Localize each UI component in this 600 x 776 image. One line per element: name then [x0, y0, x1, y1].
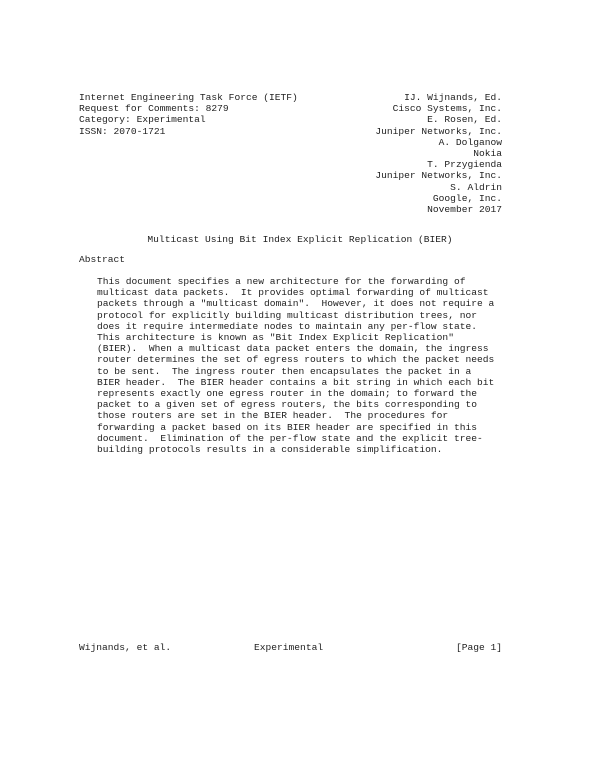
abstract-line: multicast data packets. It provides optimal forwarding of multicast	[97, 287, 489, 299]
header-author-line: E. Rosen, Ed.	[427, 114, 502, 126]
header-author-line: Nokia	[473, 148, 502, 159]
footer-page-number: [Page 1]	[455, 642, 502, 653]
abstract-line: This document specifies a new architecture for the forwarding of	[97, 276, 466, 287]
abstract-line: packets through a "multicast domain". However, it does not require a	[97, 298, 495, 310]
abstract-line: those routers are set in the BIER header. The procedures for	[97, 410, 449, 422]
abstract-line: forwarding a packet based on its BIER header are specified in this	[97, 421, 477, 433]
abstract-line: (BIER). When a multicast data packet enters the domain, the ingress	[97, 343, 489, 355]
abstract-line: protocol for explicitly building multicast distribution trees, nor	[97, 309, 477, 321]
abstract-line: does it require intermediate nodes to maintain any per-flow state.	[97, 320, 477, 332]
abstract-line: packet to a given set of egress routers, the bits corresponding to	[97, 399, 477, 411]
header-issn: ISSN: 2070-1721	[79, 125, 166, 137]
header-author-line: T. Przygienda	[427, 159, 502, 171]
abstract-line: represents exactly one egress router in the domain; to forward the	[97, 388, 477, 399]
header-rfc-number: Request for Comments: 8279	[79, 103, 229, 115]
abstract-line: router determines the set of egress routers to which the packet needs	[97, 354, 495, 366]
footer-category: Experimental	[254, 642, 324, 653]
document-title: Multicast Using Bit Index Explicit Replication (BIER)	[147, 234, 453, 245]
abstract-line: document. Elimination of the per-flow state and the explicit tree-	[97, 432, 483, 444]
header-organization: Internet Engineering Task Force (IETF)	[79, 92, 298, 103]
header-author-line: Google, Inc.	[432, 192, 502, 204]
header-author-line: IJ. Wijnands, Ed.	[404, 92, 502, 103]
header-author-line: S. Aldrin	[450, 181, 502, 193]
header-category: Category: Experimental	[79, 114, 206, 126]
header-author-line: Juniper Networks, Inc.	[375, 125, 502, 137]
abstract-line: BIER header. The BIER header contains a bit string in which each bit	[97, 376, 495, 388]
abstract-line: building protocols results in a considerable simplification.	[97, 444, 443, 455]
abstract-line: This architecture is known as "Bit Index Explicit Replication"	[97, 332, 454, 343]
header-author-line: A. Dolganow	[438, 136, 502, 148]
footer-authors: Wijnands, et al.	[79, 642, 172, 653]
header-author-line: Cisco Systems, Inc.	[392, 103, 502, 115]
abstract-heading: Abstract	[79, 254, 126, 265]
header-date: November 2017	[427, 204, 502, 215]
header-author-line: Juniper Networks, Inc.	[375, 170, 502, 182]
abstract-line: to be sent. The ingress router then encapsulates the packet in a	[97, 365, 472, 377]
